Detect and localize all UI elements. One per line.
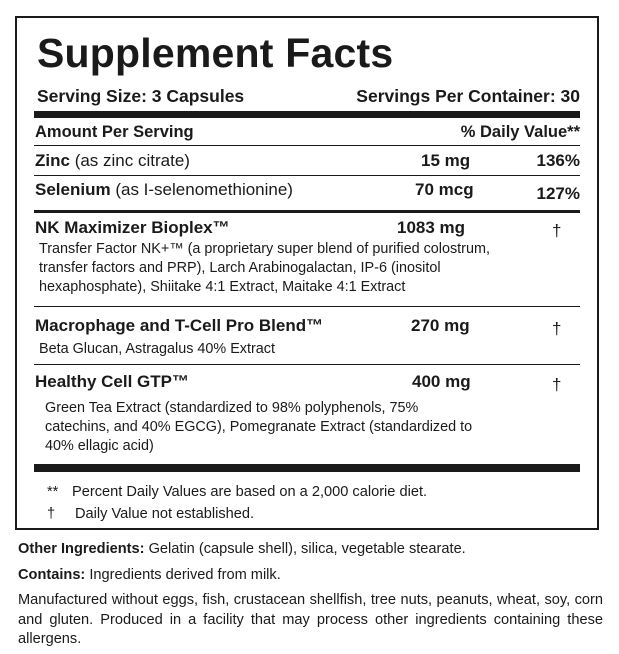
nutrient-label: Selenium [35, 180, 111, 199]
serving-size: Serving Size: 3 Capsules [37, 86, 245, 106]
contains-label: Contains: [18, 567, 86, 583]
nutrient-name [35, 151, 190, 171]
medium-divider [34, 210, 580, 213]
divider [34, 364, 580, 365]
footnote-symbol: ** [47, 484, 59, 500]
thick-divider-top [34, 111, 580, 118]
supplement-facts-panel [15, 16, 599, 530]
dagger-mark: † [552, 221, 562, 240]
thick-divider-bottom [34, 464, 580, 472]
nutrient-amount: 15 mg [421, 151, 471, 170]
other-ingredients [18, 540, 466, 560]
blend-name: NK Maximizer Bioplex™ [35, 218, 230, 237]
blend-description: Beta Glucan, Astragalus 40% Extract [39, 341, 275, 357]
nutrient-name [35, 180, 293, 200]
blend-name: Healthy Cell GTP™ [35, 372, 189, 391]
servings-per-container: Servings Per Container: 30 [356, 86, 580, 106]
blend-amount: 1083 mg [397, 218, 466, 237]
blend-amount: 270 mg [411, 316, 470, 335]
dagger-mark: † [552, 375, 562, 394]
nutrient-detail: (as zinc citrate) [74, 151, 190, 170]
divider [34, 306, 580, 307]
divider [34, 175, 580, 176]
footnote-text: Daily Value not established. [75, 506, 255, 522]
contains-statement [18, 566, 281, 586]
nutrient-detail: (as I-selenomethionine) [115, 180, 293, 199]
nutrient-daily-value: 136% [536, 151, 580, 170]
blend-description: Green Tea Extract (standardized to 98% polyphenols, 75% catechins, and 40% EGCG), Pomegranate Extract (standardized to 40% ellagic acid) [45, 400, 473, 454]
blend-description: Transfer Factor NK+™ (a proprietary super blend of purified colostrum, transfer factors and PRP), Larch Arabinogalactan, IP-6 (inositol hexaphosphate), Shiitake 4:1 Extract, Maitake 4:1 Extract [39, 241, 490, 295]
contains-text: Ingredients derived from milk. [89, 567, 281, 583]
blend-name: Macrophage and T-Cell Pro Blend™ [35, 316, 324, 335]
nutrient-daily-value: 127% [536, 184, 580, 203]
daily-value-header: % Daily Value** [460, 123, 580, 141]
blend-amount: 400 mg [412, 372, 471, 391]
amount-per-serving-header: Amount Per Serving [35, 123, 194, 141]
allergen-statement: Manufactured without eggs, fish, crustacean shellfish, tree nuts, peanuts, wheat, soy, corn and gluten. Produced in a facility that may process other ingredients containing these allergens. [18, 592, 603, 647]
nutrient-amount: 70 mcg [415, 180, 474, 199]
dagger-mark: † [552, 319, 562, 338]
panel-title: Supplement Facts [37, 30, 394, 76]
nutrient-label: Zinc [35, 151, 70, 170]
other-ingredients-label: Other Ingredients: [18, 541, 145, 557]
other-ingredients-text: Gelatin (capsule shell), silica, vegetable stearate. [148, 541, 466, 557]
footnote-symbol: † [47, 506, 56, 522]
footnote-text: Percent Daily Values are based on a 2,000 calorie diet. [72, 484, 428, 500]
divider [34, 145, 580, 146]
